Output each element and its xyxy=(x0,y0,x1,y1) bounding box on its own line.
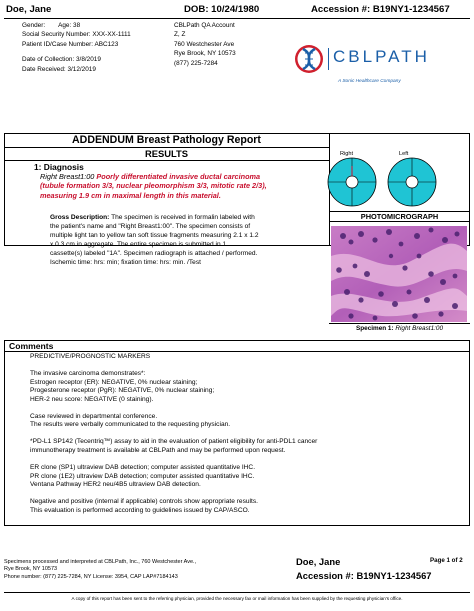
footer-lab-info xyxy=(4,559,196,581)
comment-line-13: ER clone (SP1) ultraview DAB detection; computer assisted quantitative IHC. xyxy=(30,463,256,471)
photomicrograph-image xyxy=(331,226,467,322)
patient-name: Doe, Jane xyxy=(6,4,52,15)
comment-line-0: PREDICTIVE/PROGNOSTIC MARKERS xyxy=(30,353,151,360)
footer-page-number: Page 1 of 2 xyxy=(430,557,463,564)
account-city: Rye Brook, NY 10573 xyxy=(174,50,236,58)
diagram-left-label: Left xyxy=(399,151,409,157)
logo-tagline: A Sonic Healthcare Company xyxy=(338,79,401,84)
photo-caption xyxy=(329,323,470,333)
dob: DOB: 10/24/1980 xyxy=(184,4,260,15)
diagnosis-heading: 1: Diagnosis xyxy=(34,162,84,172)
footer-accession: Accession #: B19NY1-1234567 xyxy=(296,570,432,581)
diagram-right-label: Right xyxy=(340,151,354,157)
left-breast-diagram xyxy=(388,158,436,206)
account-street: 760 Westchester Ave xyxy=(174,40,235,48)
gross-label: Gross Description: xyxy=(50,214,110,221)
gross-line-3: x 0.3 cm in aggregate. The entire specimen is submitted in 1 xyxy=(50,241,227,248)
footer-rule xyxy=(4,592,470,593)
comment-line-7: Case reviewed in departmental conference. xyxy=(30,412,158,420)
gender: Gender: xyxy=(22,22,46,29)
gross-line-5: Ischemic time: hrs: min; fixation time: hrs: min. /Test xyxy=(50,259,201,266)
comment-line-18: This evaluation is performed according to guidelines issued by CAP/ASCO. xyxy=(30,506,250,514)
caption-value: Right Breast1:00 xyxy=(393,325,444,332)
comment-line-11: immunotherapy treatment is available at CBLPath and may be performed upon request. xyxy=(30,446,286,454)
header-rule xyxy=(4,18,470,19)
gross-line-4: cassette(s) labeled "1A". Specimen radiograph is attached / performed. xyxy=(50,250,258,257)
comment-line-1 xyxy=(30,362,466,371)
gross-line-2: multiple light tan to yellow tan soft tissue fragments measuring 2.1 x 1.2 xyxy=(50,232,259,239)
diagnosis-line1: Poorly differentiated invasive ductal carcinoma xyxy=(94,172,261,181)
comment-line-8: The results were verbally communicated to the requesting physician. xyxy=(30,421,231,429)
comment-line-4: Progesterone receptor (PgR): NEGATIVE, 0% nuclear staining; xyxy=(30,387,215,395)
footer-lab-line3: Phone number: (877) 225-7284, NY License: 3954, CAP LAP#7184143 xyxy=(4,573,178,580)
comment-line-3: Estrogen receptor (ER): NEGATIVE, 0% nuclear staining; xyxy=(30,378,198,386)
breast-diagram xyxy=(320,157,440,209)
footer-lab-line2: Rye Brook, NY 10573 xyxy=(4,566,58,573)
ssn: Social Security Number: XXX-XX-1111 xyxy=(22,31,131,39)
footer-patient-name: Doe, Jane xyxy=(296,556,341,567)
cblpath-logo-icon xyxy=(294,44,324,74)
comment-line-14: PR clone (1E2) ultraview DAB detection; computer assisted quantitative IHC. xyxy=(30,472,255,480)
patient-info xyxy=(22,21,131,74)
gross-line-1: the patient's name and "Right Breast1:00". The specimen consists of xyxy=(50,223,251,230)
date-received: Date Received: 3/12/2019 xyxy=(22,65,96,73)
comments-body xyxy=(30,353,466,515)
comment-line-17: Negative and positive (internal if applicable) controls show appropriate results. xyxy=(30,498,258,506)
account-name: CBLPath QA Account xyxy=(174,22,235,29)
account-info xyxy=(174,21,236,68)
date-of-collection: Date of Collection: 3/8/2019 xyxy=(22,56,101,64)
logo-divider xyxy=(328,48,329,70)
patient-id: Patient ID/Case Number: ABC123 xyxy=(22,40,119,48)
right-breast-diagram xyxy=(328,158,376,206)
caption-label: Specimen 1: xyxy=(355,325,394,332)
results-label: RESULTS xyxy=(4,148,329,161)
photo-heading: PHOTOMICROGRAPH xyxy=(329,211,470,222)
footer-lab-line1: Specimens processed and interpreted at CBLPath, Inc., 760 Westchester Ave., xyxy=(4,559,197,565)
age: Age: 38 xyxy=(58,22,81,29)
diagnosis-line3: measuring 1.9 cm in maximal length in this material. xyxy=(40,190,221,200)
diagnosis-specimen: Right Breast1:00 xyxy=(40,172,95,181)
comment-line-15: Ventana Pathway HER2 neu/4B5 ultraview DAB detection. xyxy=(30,481,201,489)
comments-heading: Comments xyxy=(9,341,54,351)
footer-disclaimer: A copy of this report has been sent to the referring physician, provided the necessary fax or mail information has been supplied by the requesting physician's office. xyxy=(71,596,403,601)
gross-description xyxy=(50,213,326,267)
report-title: ADDENDUM Breast Pathology Report xyxy=(4,133,329,148)
diagnosis-line2: (tubule formation 3/3, nuclear pleomorphism 3/3, mitotic rate 2/3), xyxy=(40,181,267,191)
accession-number: Accession #: B19NY1-1234567 xyxy=(311,4,450,15)
account-line2: Z, Z xyxy=(174,31,186,39)
comments-header-bar xyxy=(4,340,470,352)
comment-line-2: The invasive carcinoma demonstrates*: xyxy=(30,370,146,378)
comment-line-5: HER-2 neu score: NEGATIVE (0 staining). xyxy=(30,395,154,403)
diagnosis-text xyxy=(40,172,267,200)
comment-line-10: *PD-L1 SP142 (Tecentriq™) assay to aid in the evaluation of patient eligibility for anti-PDL1 cancer xyxy=(30,438,318,446)
logo-brand: CBLPATH xyxy=(333,47,430,66)
gross-line-0: The specimen is received in formalin labeled with xyxy=(109,214,255,221)
account-phone: (877) 225-7284 xyxy=(174,59,218,67)
